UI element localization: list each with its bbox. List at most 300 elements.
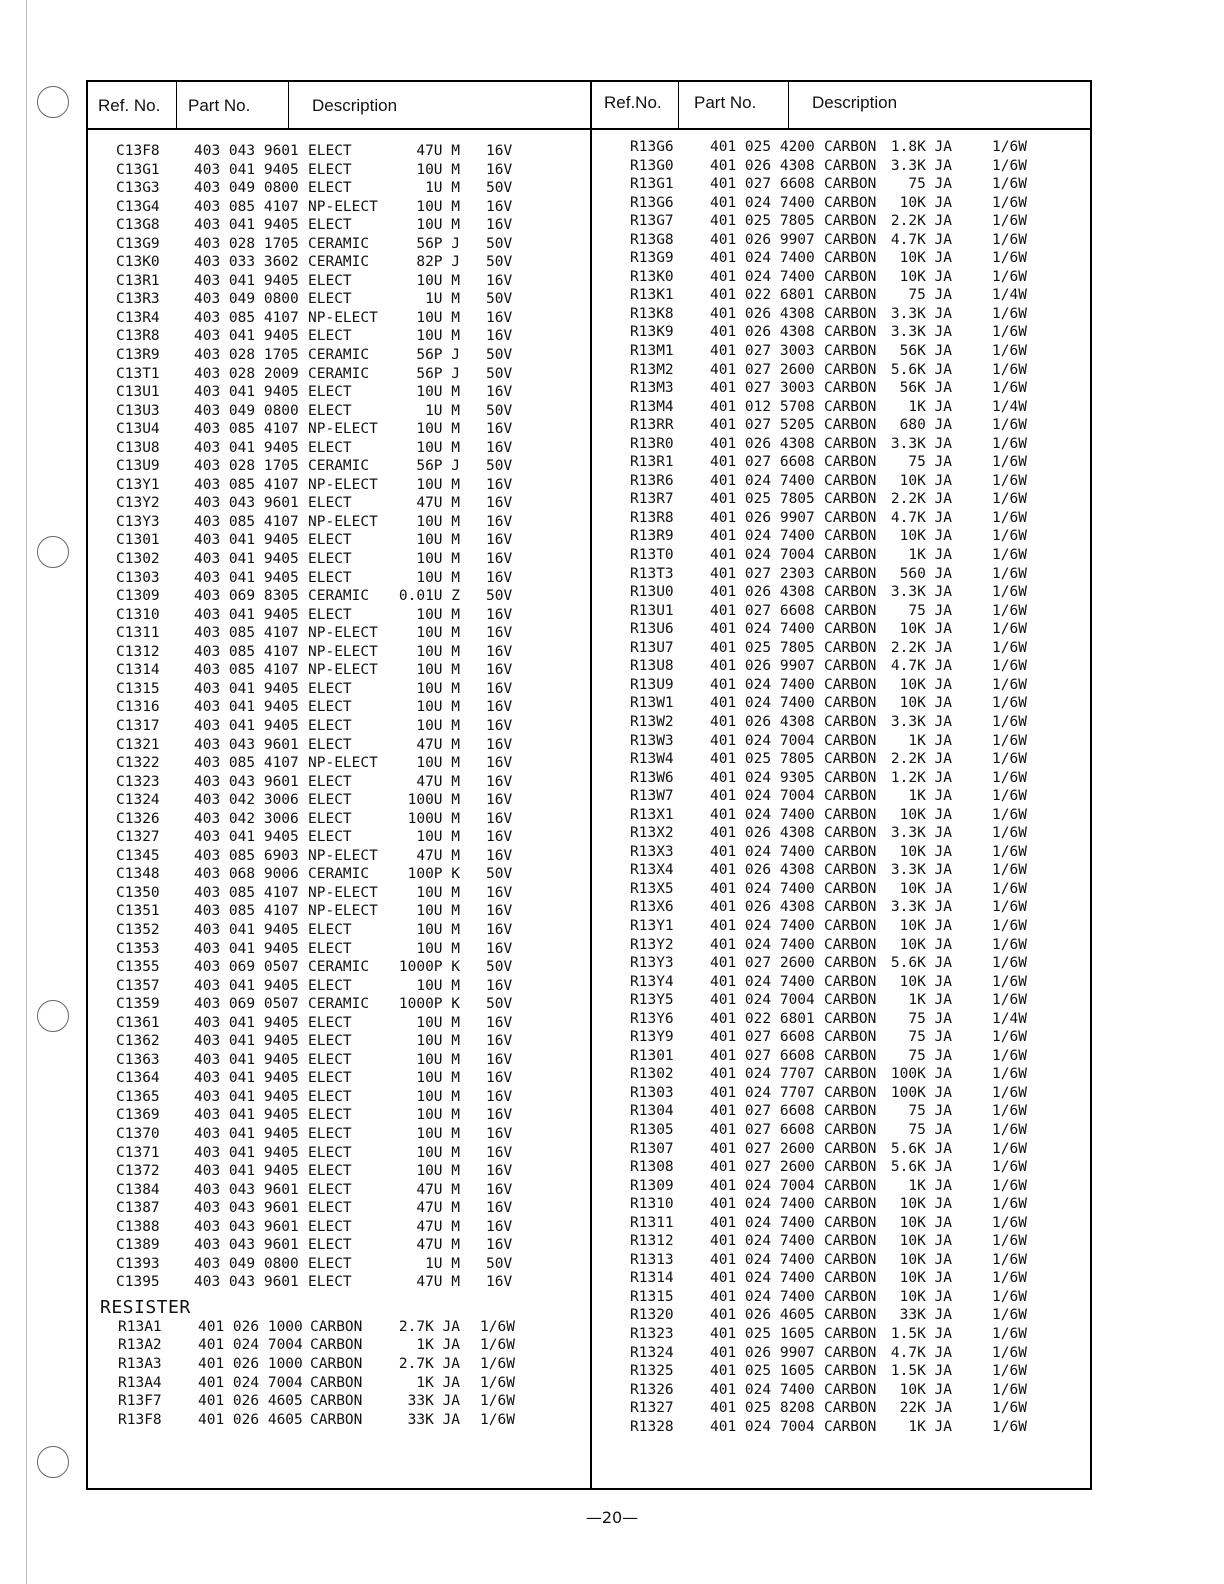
cell-ref-no: R13R1 (630, 454, 674, 471)
cell-value: 4.7K JA (890, 1344, 952, 1361)
cell-ref-no: C1353 (116, 940, 160, 957)
cell-value: 3.3K JA (890, 862, 952, 879)
cell-type: NP-ELECT (308, 643, 378, 660)
table-row (592, 843, 1092, 862)
cell-ref-no: C13R9 (116, 347, 160, 364)
cell-part-no: 403 041 9405 (194, 1125, 299, 1142)
cell-type: ELECT (308, 829, 352, 846)
table-row (88, 1051, 588, 1070)
table-row (88, 1273, 588, 1292)
cell-type: ELECT (308, 143, 352, 159)
cell-rating: 1/6W (992, 936, 1027, 953)
cell-part-no: 401 027 6608 (710, 1047, 815, 1064)
cell-value: 10U M (416, 903, 460, 920)
table-row (88, 327, 588, 346)
cell-type: NP-ELECT (308, 198, 378, 215)
cell-rating: 16V (486, 717, 513, 734)
cell-rating: 1/6W (992, 806, 1027, 823)
cell-part-no: 403 041 9405 (194, 1088, 299, 1105)
table-row (592, 602, 1092, 621)
cell-ref-no: R1314 (630, 1270, 674, 1287)
cell-part-no: 403 041 9405 (194, 1107, 299, 1124)
cell-value: 3.3K JA (890, 324, 952, 341)
cell-part-no: 401 026 9907 (710, 509, 815, 526)
cell-value: 10U M (416, 921, 460, 938)
cell-ref-no: R13Y3 (630, 955, 674, 972)
cell-type: CARBON (824, 658, 877, 675)
cell-rating: 16V (486, 680, 513, 697)
cell-type: CARBON (824, 287, 877, 304)
cell-part-no: 401 025 4200 (710, 139, 815, 155)
cell-type: CARBON (824, 305, 877, 322)
cell-type: ELECT (308, 680, 352, 697)
table-row (592, 305, 1092, 324)
cell-rating: 1/6W (992, 509, 1027, 526)
cell-part-no: 401 026 4308 (710, 324, 815, 341)
cell-ref-no: C1314 (116, 662, 160, 679)
cell-ref-no: C1321 (116, 736, 160, 753)
cell-value: 5.6K JA (890, 361, 952, 378)
cell-rating: 1/6W (992, 1381, 1027, 1398)
table-row (592, 898, 1092, 917)
cell-type: CARBON (824, 250, 877, 267)
cell-part-no: 403 041 9405 (194, 161, 299, 178)
cell-part-no: 403 041 9405 (194, 1033, 299, 1050)
header-separator (288, 82, 289, 128)
cell-value: 10U M (416, 1014, 460, 1031)
cell-value: 10K JA (899, 621, 952, 638)
table-row (592, 490, 1092, 509)
cell-ref-no: R13U7 (630, 639, 674, 656)
cell-type: ELECT (308, 792, 352, 809)
cell-part-no: 403 043 9601 (194, 143, 299, 159)
cell-part-no: 403 085 4107 (194, 884, 299, 901)
cell-part-no: 403 085 4107 (194, 513, 299, 530)
cell-rating: 1/6W (992, 231, 1027, 248)
table-row (88, 1336, 588, 1355)
capacitor-list (88, 142, 588, 1429)
cell-type: CARBON (824, 454, 877, 471)
cell-ref-no: C1317 (116, 717, 160, 734)
cell-value: 75 JA (908, 176, 952, 193)
table-row (88, 161, 588, 180)
cell-rating: 1/6W (992, 658, 1027, 675)
cell-rating: 1/6W (992, 1066, 1027, 1083)
table-row (592, 472, 1092, 491)
cell-value: 10U M (416, 1088, 460, 1105)
cell-rating: 50V (486, 1255, 513, 1272)
cell-ref-no: C13Y2 (116, 495, 160, 512)
table-row (592, 1306, 1092, 1325)
cell-type: CERAMIC (308, 254, 370, 271)
cell-ref-no: R13T3 (630, 565, 674, 582)
cell-value: 2.7K JA (398, 1356, 460, 1372)
table-row (88, 1374, 588, 1393)
cell-type: ELECT (308, 180, 352, 197)
cell-type: CARBON (824, 1214, 877, 1231)
cell-part-no: 401 027 6608 (710, 1103, 815, 1120)
cell-part-no: 403 085 4107 (194, 198, 299, 215)
table-row (592, 1158, 1092, 1177)
cell-type: NP-ELECT (308, 884, 378, 901)
cell-part-no: 401 026 4308 (710, 157, 815, 174)
table-row (592, 1121, 1092, 1140)
cell-rating: 1/6W (992, 1307, 1027, 1324)
cell-part-no: 401 025 1605 (710, 1363, 815, 1380)
cell-rating: 50V (486, 347, 513, 364)
cell-rating: 16V (486, 1014, 513, 1031)
cell-type: CARBON (824, 1177, 877, 1194)
cell-type: CARBON (824, 528, 877, 545)
cell-value: 56K JA (899, 343, 952, 360)
cell-rating: 1/6W (992, 1270, 1027, 1287)
cell-rating: 1/6W (992, 250, 1027, 267)
cell-part-no: 403 041 9405 (194, 384, 299, 401)
cell-rating: 16V (486, 736, 513, 753)
cell-type: CARBON (824, 639, 877, 656)
cell-rating: 1/6W (992, 565, 1027, 582)
cell-ref-no: R1313 (630, 1251, 674, 1268)
cell-ref-no: C1363 (116, 1051, 160, 1068)
cell-ref-no: R13G6 (630, 139, 674, 155)
cell-value: 680 JA (899, 417, 952, 434)
cell-value: 47U M (416, 847, 460, 864)
cell-value: 1.8K JA (890, 139, 952, 155)
cell-part-no: 401 024 7400 (710, 806, 815, 823)
table-row (88, 531, 588, 550)
cell-rating: 1/6W (992, 1177, 1027, 1194)
cell-ref-no: R13X6 (630, 899, 674, 916)
cell-type: NP-ELECT (308, 662, 378, 679)
cell-type: ELECT (308, 1088, 352, 1105)
cell-value: 4.7K JA (890, 509, 952, 526)
table-row (592, 676, 1092, 695)
cell-value: 1K JA (908, 992, 952, 1009)
table-row (88, 902, 588, 921)
cell-ref-no: C1370 (116, 1125, 160, 1142)
cell-rating: 1/4W (992, 287, 1027, 304)
cell-value: 56P J (416, 458, 460, 475)
cell-rating: 50V (486, 866, 513, 883)
cell-part-no: 401 026 4308 (710, 862, 815, 879)
table-row (88, 309, 588, 328)
cell-rating: 1/6W (992, 176, 1027, 193)
cell-rating: 16V (486, 1033, 513, 1050)
cell-part-no: 401 024 7400 (710, 194, 815, 211)
cell-type: CARBON (824, 213, 877, 230)
cell-value: 3.3K JA (890, 157, 952, 174)
cell-value: 10U M (416, 643, 460, 660)
cell-value: 2.2K JA (890, 491, 952, 508)
cell-ref-no: C1371 (116, 1144, 160, 1161)
cell-part-no: 403 043 9601 (194, 1200, 299, 1217)
cell-type: CARBON (824, 324, 877, 341)
table-row (592, 583, 1092, 602)
cell-value: 2.2K JA (890, 213, 952, 230)
cell-part-no: 401 024 7004 (710, 1418, 815, 1435)
cell-ref-no: R13T0 (630, 547, 674, 564)
cell-rating: 16V (486, 1144, 513, 1161)
cell-value: 1000P K (398, 959, 460, 976)
table-row (592, 787, 1092, 806)
table-row (592, 546, 1092, 565)
cell-type: CARBON (824, 676, 877, 693)
cell-value: 10K JA (899, 1233, 952, 1250)
cell-rating: 1/6W (992, 491, 1027, 508)
table-row (592, 416, 1092, 435)
table-row (592, 379, 1092, 398)
cell-value: 100K JA (890, 1084, 952, 1101)
cell-type: CARBON (824, 1233, 877, 1250)
cell-type: CARBON (824, 695, 877, 712)
cell-rating: 50V (486, 365, 513, 382)
cell-rating: 1/6W (992, 1288, 1027, 1305)
cell-part-no: 403 041 9405 (194, 717, 299, 734)
cell-value: 10U M (416, 421, 460, 438)
cell-part-no: 403 041 9405 (194, 940, 299, 957)
table-row (88, 383, 588, 402)
cell-ref-no: R1315 (630, 1288, 674, 1305)
cell-ref-no: C1384 (116, 1181, 160, 1198)
header-ref-no: Ref. No. (98, 96, 161, 115)
cell-value: 10U M (416, 198, 460, 215)
cell-rating: 1/6W (992, 843, 1027, 860)
cell-part-no: 401 024 7400 (710, 1381, 815, 1398)
cell-part-no: 401 024 9305 (710, 769, 815, 786)
cell-value: 10U M (416, 1070, 460, 1087)
cell-value: 0.01U Z (398, 588, 460, 605)
cell-value: 10U M (416, 476, 460, 493)
cell-ref-no: R1328 (630, 1418, 674, 1435)
cell-rating: 1/6W (992, 732, 1027, 749)
cell-rating: 1/6W (992, 1140, 1027, 1157)
table-row (592, 1344, 1092, 1363)
cell-ref-no: C13R8 (116, 328, 160, 345)
cell-ref-no: R1308 (630, 1159, 674, 1176)
table-row (592, 750, 1092, 769)
cell-part-no: 401 026 4605 (710, 1307, 815, 1324)
cell-ref-no: C1312 (116, 643, 160, 660)
table-row (592, 194, 1092, 213)
table-row (88, 569, 588, 588)
cell-ref-no: R13X3 (630, 843, 674, 860)
punch-hole (37, 536, 69, 568)
cell-ref-no: R13K9 (630, 324, 674, 341)
cell-part-no: 401 027 6608 (710, 454, 815, 471)
cell-ref-no: C13G8 (116, 217, 160, 234)
cell-type: CERAMIC (308, 347, 370, 364)
table-row (592, 732, 1092, 751)
cell-type: CARBON (824, 584, 877, 601)
cell-part-no: 403 042 3006 (194, 810, 299, 827)
cell-rating: 50V (486, 959, 513, 976)
cell-type: CARBON (824, 509, 877, 526)
cell-value: 10U M (416, 1163, 460, 1180)
table-row (88, 958, 588, 977)
cell-rating: 1/6W (992, 880, 1027, 897)
cell-value: 10K JA (899, 695, 952, 712)
cell-part-no: 401 024 7004 (710, 992, 815, 1009)
cell-ref-no: C1311 (116, 625, 160, 642)
cell-rating: 1/6W (992, 769, 1027, 786)
cell-rating: 16V (486, 1181, 513, 1198)
cell-ref-no: R13W6 (630, 769, 674, 786)
cell-value: 10U M (416, 606, 460, 623)
cell-rating: 1/6W (992, 899, 1027, 916)
cell-type: CARBON (824, 751, 877, 768)
cell-ref-no: R1327 (630, 1400, 674, 1417)
cell-value: 2.7K JA (398, 1318, 460, 1335)
cell-rating: 1/6W (992, 992, 1027, 1009)
cell-value: 100U M (407, 810, 460, 827)
cell-type: CERAMIC (308, 365, 370, 382)
cell-value: 10K JA (899, 1251, 952, 1268)
cell-value: 10U M (416, 513, 460, 530)
cell-rating: 16V (486, 810, 513, 827)
table-row (592, 620, 1092, 639)
table-row (592, 1362, 1092, 1381)
cell-part-no: 401 024 7400 (710, 1251, 815, 1268)
cell-type: CARBON (824, 621, 877, 638)
cell-value: 75 JA (908, 602, 952, 619)
cell-value: 10U M (416, 662, 460, 679)
cell-ref-no: C1357 (116, 977, 160, 994)
table-row (592, 917, 1092, 936)
cell-part-no: 401 027 2303 (710, 565, 815, 582)
cell-type: CARBON (310, 1337, 363, 1354)
cell-type: CARBON (824, 825, 877, 842)
table-row (88, 1162, 588, 1181)
cell-part-no: 401 022 6801 (710, 1010, 815, 1027)
cell-ref-no: R13X2 (630, 825, 674, 842)
cell-rating: 1/6W (992, 417, 1027, 434)
cell-value: 10U M (416, 384, 460, 401)
cell-ref-no: R1303 (630, 1084, 674, 1101)
cell-part-no: 403 041 9405 (194, 217, 299, 234)
cell-part-no: 401 027 6608 (710, 1029, 815, 1046)
cell-rating: 16V (486, 513, 513, 530)
cell-part-no: 403 041 9405 (194, 439, 299, 456)
cell-ref-no: C1348 (116, 866, 160, 883)
cell-type: CARBON (824, 713, 877, 730)
table-row (88, 1106, 588, 1125)
cell-part-no: 401 024 7400 (710, 695, 815, 712)
cell-ref-no: R13W2 (630, 713, 674, 730)
table-row (88, 847, 588, 866)
cell-type: CARBON (824, 1400, 877, 1417)
cell-value: 100K JA (890, 1066, 952, 1083)
cell-ref-no: R13Y2 (630, 936, 674, 953)
cell-value: 1.5K JA (890, 1326, 952, 1342)
cell-ref-no: C13R1 (116, 272, 160, 289)
table-row (592, 954, 1092, 973)
cell-rating: 1/6W (992, 1159, 1027, 1176)
cell-rating: 50V (486, 996, 513, 1013)
cell-ref-no: R1311 (630, 1214, 674, 1231)
cell-value: 10U M (416, 717, 460, 734)
table-row (88, 1255, 588, 1274)
cell-type: ELECT (308, 717, 352, 734)
table-row (88, 624, 588, 643)
cell-value: 47U M (416, 1200, 460, 1217)
cell-part-no: 401 026 4605 (198, 1393, 303, 1410)
table-row (592, 1084, 1092, 1103)
cell-rating: 50V (486, 588, 513, 605)
table-row (592, 1047, 1092, 1066)
cell-part-no: 401 024 7400 (710, 1233, 815, 1250)
cell-ref-no: R1320 (630, 1307, 674, 1324)
cell-value: 10U M (416, 532, 460, 549)
cell-type: ELECT (308, 977, 352, 994)
cell-type: ELECT (308, 1014, 352, 1031)
table-row (88, 550, 588, 569)
cell-ref-no: C13F8 (116, 143, 160, 159)
table-row (88, 346, 588, 365)
table-row (88, 1088, 588, 1107)
table-row (592, 694, 1092, 713)
cell-ref-no: C1355 (116, 959, 160, 976)
cell-part-no: 403 043 9601 (194, 495, 299, 512)
table-row (88, 1318, 588, 1337)
cell-rating: 1/6W (992, 343, 1027, 360)
table-row (88, 1199, 588, 1218)
cell-part-no: 401 026 4308 (710, 713, 815, 730)
cell-rating: 16V (486, 272, 513, 289)
cell-value: 1.2K JA (890, 769, 952, 786)
table-row (88, 1355, 588, 1374)
cell-rating: 1/6W (480, 1318, 515, 1335)
cell-part-no: 403 049 0800 (194, 291, 299, 308)
cell-ref-no: C1323 (116, 773, 160, 790)
cell-part-no: 403 028 1705 (194, 347, 299, 364)
cell-ref-no: R13A1 (118, 1318, 162, 1335)
cell-ref-no: R13Y1 (630, 917, 674, 934)
cell-rating: 1/6W (992, 528, 1027, 545)
cell-part-no: 401 026 4308 (710, 825, 815, 842)
cell-ref-no: R1307 (630, 1140, 674, 1157)
cell-type: ELECT (308, 606, 352, 623)
cell-value: 1K JA (908, 732, 952, 749)
cell-ref-no: R1304 (630, 1103, 674, 1120)
cell-ref-no: R13R7 (630, 491, 674, 508)
cell-ref-no: R1324 (630, 1344, 674, 1361)
cell-type: CARBON (824, 1307, 877, 1324)
cell-value: 1K JA (416, 1337, 460, 1354)
table-row (592, 1381, 1092, 1400)
cell-rating: 16V (486, 606, 513, 623)
cell-rating: 1/6W (992, 268, 1027, 285)
table-row (592, 565, 1092, 584)
cell-ref-no: C13R3 (116, 291, 160, 308)
cell-type: NP-ELECT (308, 847, 378, 864)
header-description: Description (812, 93, 898, 112)
table-row (592, 286, 1092, 305)
cell-ref-no: C13U8 (116, 439, 160, 456)
cell-value: 3.3K JA (890, 825, 952, 842)
page-number: —20— (585, 1508, 639, 1527)
table-row (592, 1214, 1092, 1233)
cell-part-no: 401 024 7400 (710, 621, 815, 638)
cell-part-no: 403 028 1705 (194, 235, 299, 252)
cell-rating: 16V (486, 773, 513, 790)
cell-value: 1000P K (398, 996, 460, 1013)
cell-type: ELECT (308, 1163, 352, 1180)
cell-value: 56P J (416, 235, 460, 252)
table-row (592, 1325, 1092, 1344)
cell-type: CARBON (310, 1393, 363, 1410)
cell-part-no: 403 043 9601 (194, 736, 299, 753)
cell-ref-no: C13U9 (116, 458, 160, 475)
